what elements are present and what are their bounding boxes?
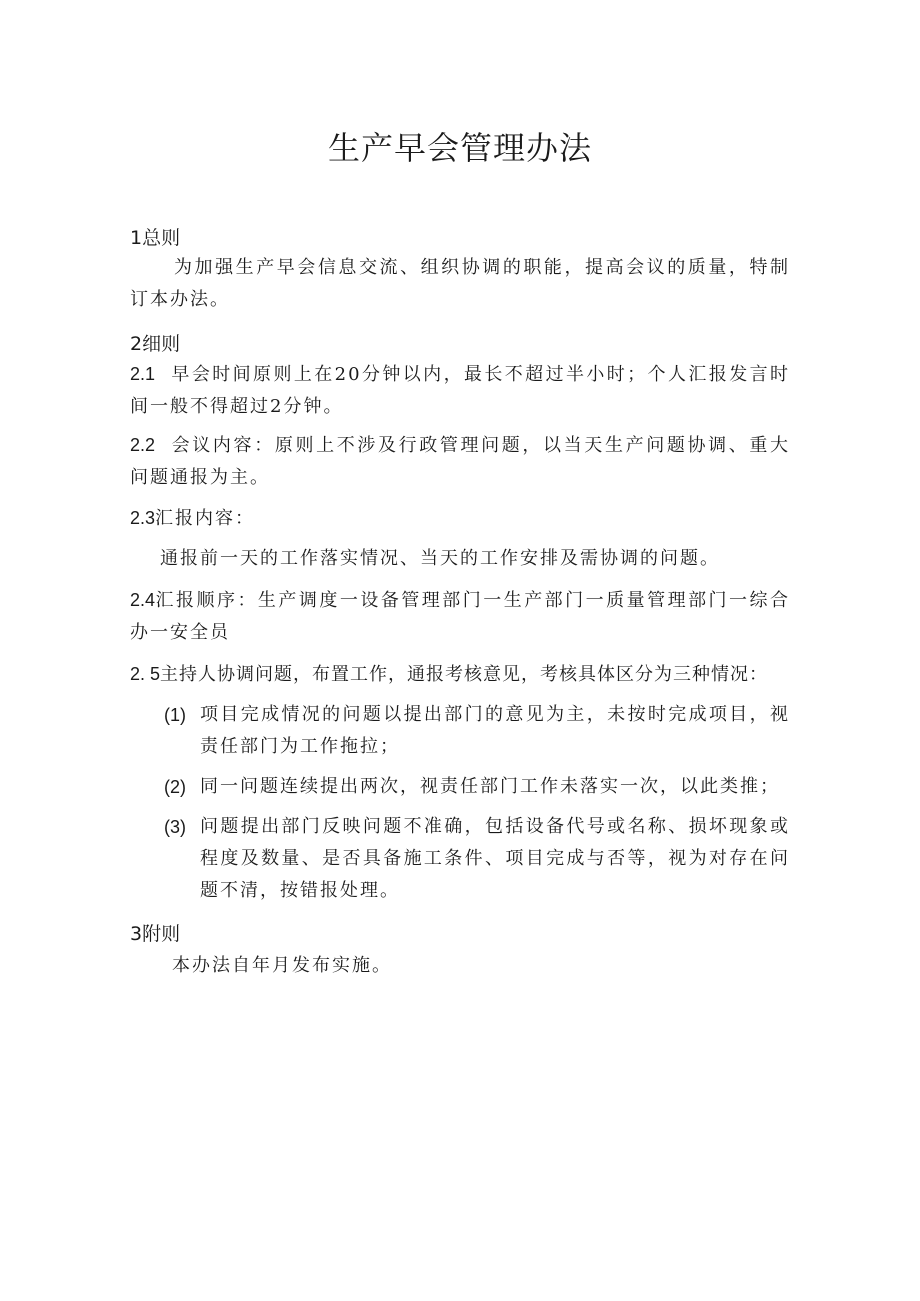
section-general-text: 为加强生产早会信息交流、组织协调的职能，提高会议的质量，特制订本办法。	[130, 257, 790, 310]
section-supplementary-text: 本办法自年月发布实施。	[172, 955, 392, 976]
item-2-1-text: 早会时间原则上在20分钟以内，最长不超过半小时；个人汇报发言时间一般不得超过2分钟。	[130, 364, 790, 417]
item-2-3-label	[130, 502, 790, 535]
sub-item-2	[164, 771, 790, 803]
sub-item-3	[164, 811, 790, 907]
item-2-4-text: 汇报顺序：生产调度一设备管理部门一生产部门一质量管理部门一综合办一安全员	[130, 590, 790, 643]
sub-item-2-marker: (2)	[164, 777, 186, 797]
section-heading-details: 2细则	[130, 333, 181, 355]
document-title: 生产早会管理办法	[327, 129, 592, 167]
section-heading-general: 1总则	[130, 227, 181, 249]
section-heading-supplementary: 3附则	[130, 923, 181, 945]
item-2-5-text: 主持人协调问题，布置工作，通报考核意见，考核具体区分为三种情况：	[160, 664, 769, 685]
sub-item-1-text-content: 项目完成情况的问题以提出部门的意见为主，未按时完成项目，视责任部门为工作拖拉；	[200, 704, 790, 757]
item-2-4	[130, 584, 790, 649]
sub-item-1-text	[164, 699, 790, 763]
sub-item-1	[164, 699, 790, 763]
item-2-2-number: 2.2	[130, 435, 156, 455]
item-2-1	[130, 358, 790, 423]
sub-item-3-marker: (3)	[164, 817, 186, 837]
item-2-3-text: 通报前一天的工作落实情况、当天的工作安排及需协调的问题。	[160, 548, 720, 569]
sub-item-3-text: 问题提出部门反映问题不准确，包括设备代号或名称、损坏现象或程度及数量、是否具备施工条件、项目完成与否等，视为对存在问题不清，按错报处理。	[200, 816, 790, 901]
item-2-4-number: 2.4	[130, 590, 156, 610]
sub-item-1-marker: (1)	[164, 705, 186, 725]
sub-item-2-text: 同一问题连续提出两次，视责任部门工作未落实一次，以此类推；	[200, 776, 780, 797]
item-2-2	[130, 429, 790, 494]
item-2-3-number: 2.3	[130, 508, 156, 528]
item-2-3-label-text: 汇报内容：	[155, 508, 256, 529]
item-2-2-text: 会议内容：原则上不涉及行政管理问题，以当天生产问题协调、重大问题通报为主。	[130, 435, 790, 488]
item-2-1-number: 2.1	[130, 364, 156, 384]
item-2-5	[130, 658, 800, 691]
item-2-5-number: 2. 5	[130, 664, 161, 684]
